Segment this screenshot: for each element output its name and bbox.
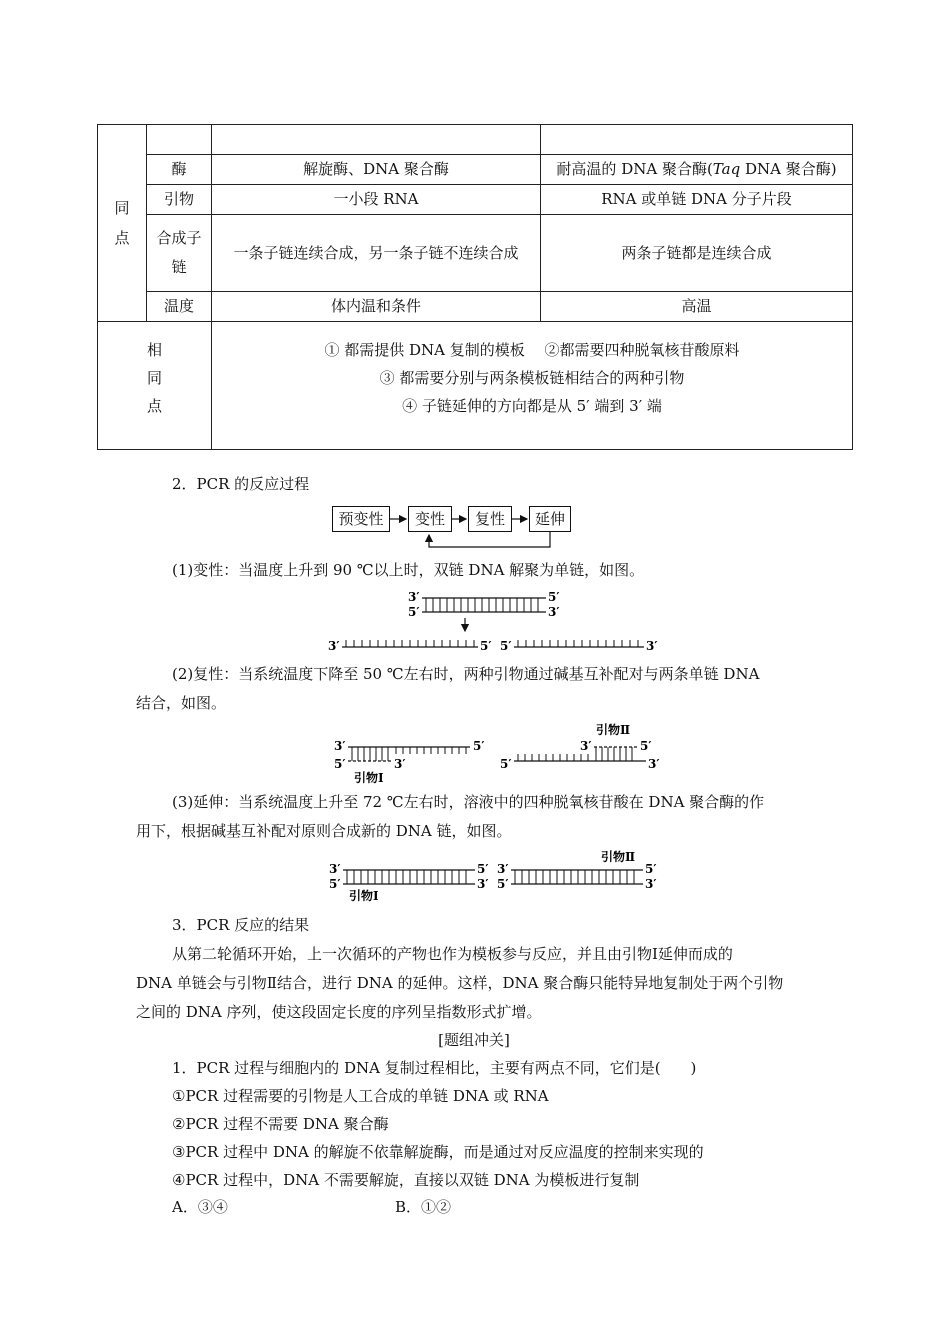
svg-text:5′: 5′ (497, 877, 509, 891)
question-item: ④PCR 过程中，DNA 不需要解旋，直接以双链 DNA 为模板进行复制 (172, 1171, 640, 1189)
primer1-label: 引物Ⅰ (354, 771, 384, 785)
svg-text:5′: 5′ (500, 757, 512, 771)
svg-text:引物Ⅱ: 引物Ⅱ (601, 850, 636, 864)
comparison-table (97, 124, 853, 450)
paragraph-result-cont: DNA 单链会与引物Ⅱ结合，进行 DNA 的延伸。这样，DNA 聚合酶只能特异地复制处于两个引物 (136, 974, 784, 992)
paragraph-anneal-cont: 结合，如图。 (136, 694, 227, 712)
cell-primer-cell: 一小段 RNA (212, 185, 541, 215)
row-label-primer: 引物 (147, 185, 212, 215)
same-group-label: 相 同 点 (98, 322, 212, 450)
svg-text:3′: 3′ (580, 739, 592, 753)
cell-temp-pcr: 高温 (541, 292, 853, 322)
option-b[interactable]: B．①② (395, 1198, 452, 1216)
svg-text:3′: 3′ (328, 639, 340, 653)
svg-text:3′: 3′ (329, 862, 341, 876)
cell-strand-cell: 一条子链连续合成，另一条子链不连续合成 (212, 215, 541, 292)
same-points-cell (212, 322, 853, 450)
question-item: ③PCR 过程中 DNA 的解旋不依靠解旋酶，而是通过对反应温度的控制来实现的 (172, 1143, 704, 1161)
section-heading: 3．PCR 反应的结果 (172, 916, 310, 934)
same-point-line: ④ 子链延伸的方向都是从 5′ 端到 3′ 端 (402, 397, 662, 415)
svg-text:5′: 5′ (500, 639, 512, 653)
denature-diagram (320, 585, 660, 660)
svg-text:5′: 5′ (480, 639, 492, 653)
svg-text:5′: 5′ (408, 605, 420, 619)
paragraph-extend: (3)延伸：当系统温度上升至 72 ℃左右时，溶液中的四种脱氧核苷酸在 DNA 聚合酶的作 (172, 793, 765, 811)
cell-enzyme-pcr: 耐高温的 DNA 聚合酶(Taq DNA 聚合酶) (541, 155, 853, 185)
svg-text:引物Ⅰ: 引物Ⅰ (349, 889, 379, 903)
cell-enzyme-cell: 解旋酶、DNA 聚合酶 (212, 155, 541, 185)
paragraph-anneal: (2)复性：当系统温度下降至 50 ℃左右时，两种引物通过碱基互补配对与两条单链 DNA (172, 665, 760, 683)
paragraph-denature: (1)变性：当温度上升到 90 ℃以上时，双链 DNA 解聚为单链，如图。 (172, 561, 645, 579)
header-empty-cell (212, 125, 541, 155)
svg-text:3′: 3′ (645, 877, 657, 891)
flow-step: 延伸 (529, 506, 571, 532)
svg-text:5′: 5′ (645, 862, 657, 876)
svg-text:5′: 5′ (473, 739, 485, 753)
row-label-strand: 合成子链 (147, 215, 212, 292)
primer2-label: 引物Ⅱ (596, 723, 631, 737)
option-a[interactable]: A．③④ (172, 1198, 228, 1216)
question-item: ①PCR 过程需要的引物是人工合成的单链 DNA 或 RNA (172, 1087, 549, 1105)
svg-text:3′: 3′ (477, 877, 489, 891)
flow-step: 预变性 (332, 506, 390, 532)
same-point-line: ③ 都需要分别与两条模板链相结合的两种引物 (379, 369, 685, 387)
extend-diagram (325, 848, 665, 908)
group-title: [题组冲关] (438, 1031, 510, 1049)
svg-text:5′: 5′ (477, 862, 489, 876)
cell-strand-pcr: 两条子链都是连续合成 (541, 215, 853, 292)
section-heading: 2．PCR 的反应过程 (172, 475, 310, 493)
svg-text:5′: 5′ (334, 757, 346, 771)
row-label-enzyme: 酶 (147, 155, 212, 185)
svg-text:5′: 5′ (329, 877, 341, 891)
cell-temp-cell: 体内温和条件 (212, 292, 541, 322)
question-item: ②PCR 过程不需要 DNA 聚合酶 (172, 1115, 389, 1133)
svg-text:3′: 3′ (334, 739, 346, 753)
flow-arrows (320, 500, 590, 555)
paragraph-result-cont: 之间的 DNA 序列，使这段固定长度的序列呈指数形式扩增。 (136, 1003, 542, 1021)
end-label: 3′ (408, 590, 420, 604)
header-empty-cell (147, 125, 212, 155)
same-point-line: ① 都需提供 DNA 复制的模板 ②都需要四种脱氧核苷酸原料 (324, 341, 740, 359)
diff-group-label: 同 点 (98, 125, 147, 322)
svg-text:3′: 3′ (497, 862, 509, 876)
end-label: 5′ (548, 590, 560, 604)
paragraph-extend-cont: 用下，根据碱基互补配对原则合成新的 DNA 链，如图。 (136, 822, 512, 840)
svg-text:3′: 3′ (394, 757, 406, 771)
svg-text:3′: 3′ (646, 639, 658, 653)
flow-step: 变性 (408, 506, 452, 532)
header-empty-cell (541, 125, 853, 155)
svg-text:3′: 3′ (648, 757, 660, 771)
paragraph-result: 从第二轮循环开始，上一次循环的产物也作为模板参与反应，并且由引物Ⅰ延伸而成的 (172, 945, 733, 963)
row-label-temp: 温度 (147, 292, 212, 322)
question-stem: 1．PCR 过程与细胞内的 DNA 复制过程相比，主要有两点不同，它们是( ) (172, 1059, 697, 1077)
svg-text:5′: 5′ (640, 739, 652, 753)
anneal-diagram (328, 720, 668, 790)
svg-text:3′: 3′ (548, 605, 560, 619)
flow-step: 复性 (468, 506, 512, 532)
cell-primer-pcr: RNA 或单链 DNA 分子片段 (541, 185, 853, 215)
